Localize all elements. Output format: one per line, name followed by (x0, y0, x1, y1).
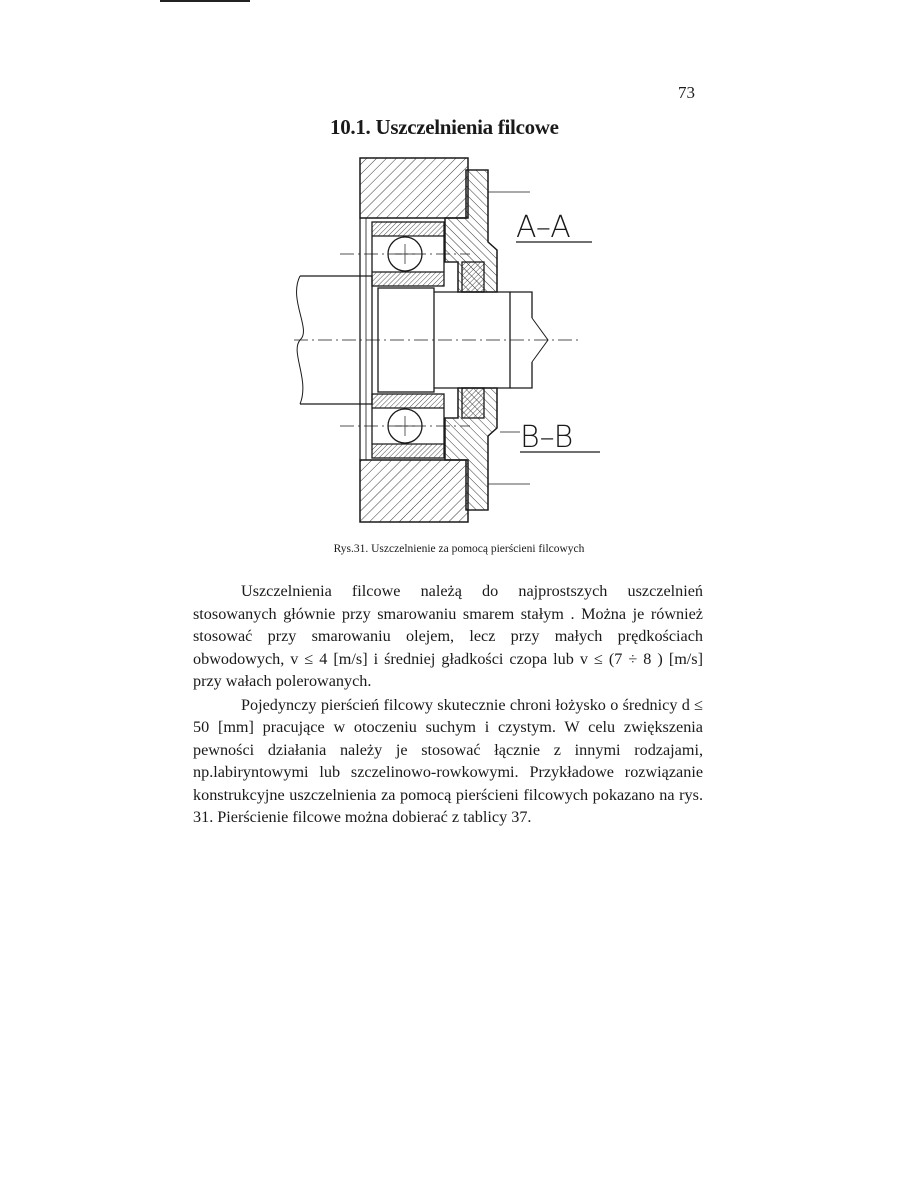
felt-seal-drawing (290, 150, 630, 530)
felt-ring-bottom (462, 388, 484, 418)
top-rule (160, 0, 250, 2)
housing-top (360, 158, 468, 218)
section-label-b-b: B–B (520, 420, 574, 455)
figure-caption: Rys.31. Uszczelnienie za pomocą pierścieni filcowych (333, 543, 585, 555)
section-title: 10.1. Uszczelnienia filcowe (330, 115, 559, 139)
paragraph: Uszczelnienia filcowe należą do najprostszych uszczelnień stosowanych głównie przy smarowaniu smarem stałym . Można je również stosować przy smarowaniu olejem, lecz przy małych prędkościach obwodowych, v ≤ 4 [m/s] i średniej gładkości czopa lub v ≤ (7 ÷ 8 ) [m/s] przy wałach polerowanych. (193, 582, 703, 690)
housing-bottom (360, 460, 468, 522)
paragraph: Pojedynczy pierścień filcowy skutecznie chroni łożysko o średnicy d ≤ 50 [mm] pracujące w otoczeniu suchym i czystym. W celu zwiększenia pewności działania należy je stosować łącznie z innymi rodzajami, np.labiryntowymi lub szczelinowo-rowkowymi. Przykładowe rozwiązanie konstrukcyjne uszczelnienia za pomocą pierścieni filcowych pokazano na rys. 31. Pierścienie filcowe można dobierać z tablicy 37. (193, 695, 703, 826)
section-label-a-a: A–A (516, 210, 571, 245)
felt-ring-top (462, 262, 484, 292)
page-number: 73 (678, 83, 695, 102)
body-text (193, 580, 703, 829)
